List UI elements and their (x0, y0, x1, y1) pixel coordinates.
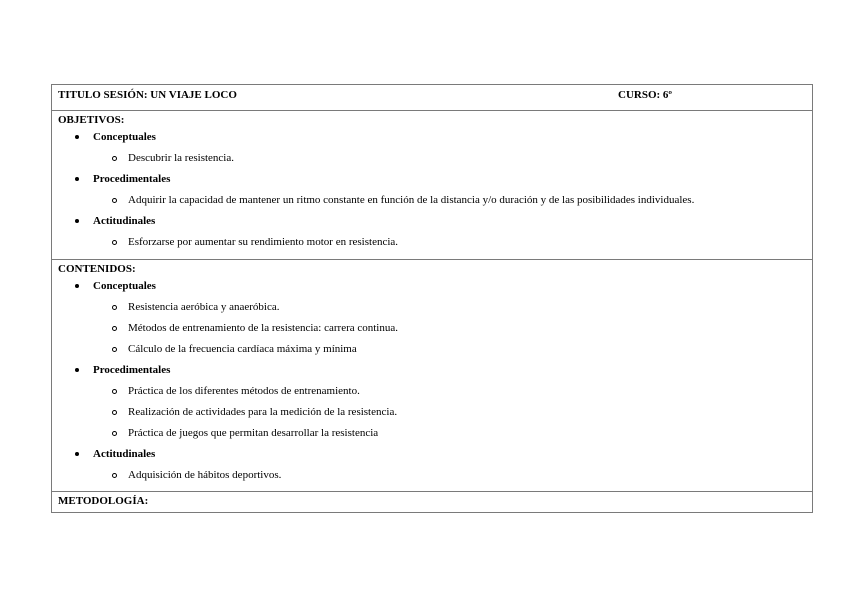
group-label: Actitudinales (93, 215, 156, 227)
bullet-circle-icon (112, 198, 117, 203)
list-item: Descubrir la resistencia. (58, 148, 812, 169)
bullet-disc-icon (75, 135, 79, 139)
list-item: Cálculo de la frecuencia cardíaca máxima y mínima (58, 339, 812, 360)
bullet-disc-icon (75, 452, 79, 456)
list-item: Práctica de los diferentes métodos de entrenamiento. (58, 381, 812, 402)
metodologia-heading: METODOLOGÍA: (58, 495, 149, 507)
bullet-circle-icon (112, 410, 117, 415)
bullet-circle-icon (112, 156, 117, 161)
bullet-disc-icon (75, 284, 79, 288)
list-item: Realización de actividades para la medición de la resistencia. (58, 402, 812, 423)
list-item: Adquisición de hábitos deportivos. (58, 465, 812, 486)
objetivos-cell (52, 111, 813, 260)
group-label: Procedimentales (93, 364, 171, 376)
bullet-disc-icon (75, 177, 79, 181)
contenidos-list (58, 276, 812, 486)
contenidos-heading: CONTENIDOS: (58, 263, 136, 275)
list-item: Métodos de entrenamiento de la resistencia: carrera continua. (58, 318, 812, 339)
bullet-circle-icon (112, 326, 117, 331)
session-title: TITULO SESIÓN: UN VIAJE LOCO (58, 89, 237, 101)
group-label: Conceptuales (93, 131, 156, 143)
objetivos-heading: OBJETIVOS: (58, 114, 125, 126)
objetivos-group-actitudinales (58, 211, 812, 253)
metodologia-row (52, 492, 813, 513)
list-item: Práctica de juegos que permitan desarrollar la resistencia (58, 423, 812, 444)
bullet-circle-icon (112, 240, 117, 245)
group-label: Actitudinales (93, 448, 156, 460)
metodologia-cell (52, 492, 813, 513)
title-row (52, 85, 813, 111)
bullet-circle-icon (112, 473, 117, 478)
bullet-disc-icon (75, 219, 79, 223)
objetivos-group-procedimentales (58, 169, 812, 211)
bullet-circle-icon (112, 347, 117, 352)
bullet-disc-icon (75, 368, 79, 372)
contenidos-cell (52, 260, 813, 492)
bullet-circle-icon (112, 389, 117, 394)
title-cell (52, 85, 813, 111)
contenidos-group-actitudinales (58, 444, 812, 486)
group-label: Procedimentales (93, 173, 171, 185)
objetivos-group-conceptuales (58, 127, 812, 169)
bullet-circle-icon (112, 305, 117, 310)
objetivos-row (52, 111, 813, 260)
contenidos-group-procedimentales (58, 360, 812, 444)
list-item: Adquirir la capacidad de mantener un ritmo constante en función de la distancia y/o duración y de las posibilidades individuales. (58, 190, 812, 211)
list-item: Resistencia aeróbica y anaeróbica. (58, 297, 812, 318)
contenidos-group-conceptuales (58, 276, 812, 360)
objetivos-list (58, 127, 812, 253)
list-item: Esforzarse por aumentar su rendimiento motor en resistencia. (58, 232, 812, 253)
bullet-circle-icon (112, 431, 117, 436)
contenidos-row (52, 260, 813, 492)
course-label: CURSO: 6º (618, 89, 673, 101)
group-label: Conceptuales (93, 280, 156, 292)
session-plan-table (51, 84, 813, 513)
